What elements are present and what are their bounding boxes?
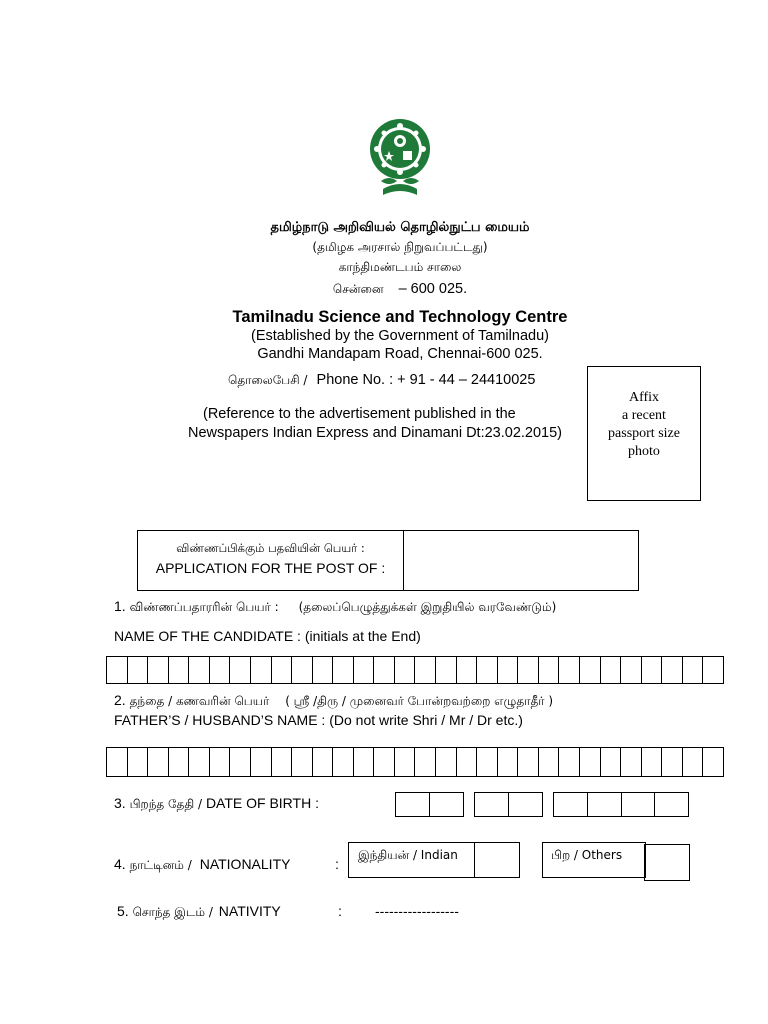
photo-text-4: photo xyxy=(628,444,660,459)
char-cell[interactable] xyxy=(374,748,395,776)
field3-line xyxy=(114,795,319,813)
char-cell[interactable] xyxy=(539,657,560,683)
field2-number: 2. xyxy=(114,692,126,708)
char-cell[interactable] xyxy=(148,657,169,683)
char-cell[interactable] xyxy=(621,748,642,776)
char-cell[interactable] xyxy=(477,657,498,683)
char-cell[interactable] xyxy=(251,657,272,683)
char-cell[interactable] xyxy=(642,748,663,776)
field1-english: NAME OF THE CANDIDATE : (initials at the End) xyxy=(114,628,421,644)
photo-text-1: Affix xyxy=(628,390,660,405)
field5-value[interactable]: ------------------ xyxy=(375,903,459,919)
char-cell[interactable] xyxy=(395,748,416,776)
dob-year-cells[interactable] xyxy=(553,792,689,817)
char-cell[interactable] xyxy=(655,793,688,816)
char-cell[interactable] xyxy=(292,657,313,683)
reference-line-2: Newspapers Indian Express and Dinamani Dt:23.02.2015) xyxy=(188,425,562,441)
char-cell[interactable] xyxy=(703,748,723,776)
dob-day-cells[interactable] xyxy=(395,792,464,817)
char-cell[interactable] xyxy=(169,657,190,683)
char-cell[interactable] xyxy=(683,748,704,776)
char-cell[interactable] xyxy=(374,657,395,683)
char-cell[interactable] xyxy=(457,657,478,683)
field1-tamil-note: (தலைப்பெழுத்துக்கள் இறுதியில் வரவேண்டும்) xyxy=(298,600,557,614)
field3-number: 3. xyxy=(114,795,126,811)
char-cell[interactable] xyxy=(395,657,416,683)
field3-tamil: பிறந்த தேதி / xyxy=(129,797,203,811)
char-cell[interactable] xyxy=(210,748,231,776)
field1-number: 1. xyxy=(114,598,126,614)
field5-line xyxy=(117,903,281,921)
char-cell[interactable] xyxy=(313,657,334,683)
field4-number: 4. xyxy=(114,856,126,872)
char-cell[interactable] xyxy=(554,793,588,816)
char-cell[interactable] xyxy=(601,657,622,683)
name-cells[interactable] xyxy=(106,656,724,684)
reference-line-1: (Reference to the advertisement published in the xyxy=(203,406,516,422)
char-cell[interactable] xyxy=(189,748,210,776)
post-input[interactable] xyxy=(404,531,638,590)
char-cell[interactable] xyxy=(642,657,663,683)
indian-checkbox[interactable] xyxy=(474,842,521,878)
char-cell[interactable] xyxy=(396,793,430,816)
char-cell[interactable] xyxy=(588,793,622,816)
char-cell[interactable] xyxy=(189,657,210,683)
char-cell[interactable] xyxy=(509,793,542,816)
char-cell[interactable] xyxy=(498,657,519,683)
pin-code: – 600 025. xyxy=(398,281,468,297)
char-cell[interactable] xyxy=(436,748,457,776)
char-cell[interactable] xyxy=(107,748,128,776)
char-cell[interactable] xyxy=(148,748,169,776)
others-option xyxy=(542,842,646,878)
char-cell[interactable] xyxy=(430,793,463,816)
tamil-road: காந்திமண்டபம் சாலை xyxy=(338,260,462,274)
others-checkbox[interactable] xyxy=(644,844,690,881)
char-cell[interactable] xyxy=(477,748,498,776)
char-cell[interactable] xyxy=(498,748,519,776)
tamil-city-line xyxy=(200,278,600,298)
field5-tamil: சொந்த இடம் / xyxy=(132,905,213,919)
char-cell[interactable] xyxy=(210,657,231,683)
tnstc-logo xyxy=(363,117,437,201)
char-cell[interactable] xyxy=(518,748,539,776)
char-cell[interactable] xyxy=(107,657,128,683)
org-title: Tamilnadu Science and Technology Centre xyxy=(232,308,568,326)
org-established: (Established by the Government of Tamilnadu) xyxy=(251,328,549,344)
others-label: பிற / Others xyxy=(551,848,623,862)
tamil-org-name: தமிழ்நாடு அறிவியல் தொழில்நுட்ப மையம் xyxy=(270,220,530,235)
field2-english: FATHER’S / HUSBAND’S NAME : (Do not write Shri / Mr / Dr etc.) xyxy=(114,712,523,728)
tamil-org-subtitle: (தமிழக அரசால் நிறுவப்பட்டது) xyxy=(312,240,488,254)
field2-tamil-note: ( ஸ்ரீ /திரு / முனைவர் போன்றவற்றை எழுதாதீர் ) xyxy=(285,694,554,708)
char-cell[interactable] xyxy=(169,748,190,776)
org-address: Gandhi Mandapam Road, Chennai-600 025. xyxy=(257,346,543,362)
indian-label: இந்தியன் / Indian xyxy=(358,848,458,862)
field2-tamil: தந்தை / கணவரின் பெயர் xyxy=(129,694,270,708)
phone-number: Phone No. : + 91 - 44 – 24410025 xyxy=(316,372,536,388)
char-cell[interactable] xyxy=(622,793,656,816)
char-cell[interactable] xyxy=(415,657,436,683)
field4-english: NATIONALITY xyxy=(199,856,291,872)
char-cell[interactable] xyxy=(475,793,509,816)
char-cell[interactable] xyxy=(436,657,457,683)
tamil-city: சென்னை xyxy=(332,282,384,296)
char-cell[interactable] xyxy=(621,657,642,683)
char-cell[interactable] xyxy=(703,657,723,683)
post-label-tamil: விண்ணப்பிக்கும் பதவியின் பெயர் : xyxy=(176,541,365,555)
char-cell[interactable] xyxy=(662,748,683,776)
field3-english: DATE OF BIRTH : xyxy=(205,795,319,811)
photo-box xyxy=(587,366,701,501)
char-cell[interactable] xyxy=(333,748,354,776)
field2-tamil-line xyxy=(114,692,553,710)
field4-colon: : xyxy=(335,856,339,872)
char-cell[interactable] xyxy=(251,748,272,776)
field4-line xyxy=(114,856,290,874)
char-cell[interactable] xyxy=(230,748,251,776)
field1-tamil: விண்ணப்பதாரரின் பெயர் : xyxy=(129,600,279,614)
char-cell[interactable] xyxy=(333,657,354,683)
char-cell[interactable] xyxy=(354,657,375,683)
indian-option xyxy=(348,842,520,878)
phone-tamil: தொலைபேசி / xyxy=(228,373,308,387)
char-cell[interactable] xyxy=(662,657,683,683)
char-cell[interactable] xyxy=(272,657,293,683)
char-cell[interactable] xyxy=(313,748,334,776)
field5-colon: : xyxy=(338,903,342,919)
char-cell[interactable] xyxy=(601,748,622,776)
char-cell[interactable] xyxy=(230,657,251,683)
char-cell[interactable] xyxy=(539,748,560,776)
char-cell[interactable] xyxy=(128,657,149,683)
father-name-cells[interactable] xyxy=(106,747,724,777)
field5-english: NATIVITY xyxy=(218,903,281,919)
char-cell[interactable] xyxy=(457,748,478,776)
char-cell[interactable] xyxy=(580,748,601,776)
post-box xyxy=(137,530,639,591)
field5-number: 5. xyxy=(117,903,129,919)
field4-tamil: நாட்டினம் / xyxy=(129,858,192,872)
char-cell[interactable] xyxy=(580,657,601,683)
char-cell[interactable] xyxy=(683,657,704,683)
char-cell[interactable] xyxy=(292,748,313,776)
phone-line xyxy=(228,369,535,389)
char-cell[interactable] xyxy=(128,748,149,776)
dob-month-cells[interactable] xyxy=(474,792,543,817)
char-cell[interactable] xyxy=(518,657,539,683)
field1-tamil-line xyxy=(114,598,556,616)
char-cell[interactable] xyxy=(415,748,436,776)
char-cell[interactable] xyxy=(559,748,580,776)
post-label-english: APPLICATION FOR THE POST OF : xyxy=(155,560,386,576)
photo-text-3: passport size xyxy=(608,426,680,441)
char-cell[interactable] xyxy=(559,657,580,683)
photo-text-2: a recent xyxy=(622,408,666,423)
char-cell[interactable] xyxy=(354,748,375,776)
char-cell[interactable] xyxy=(272,748,293,776)
